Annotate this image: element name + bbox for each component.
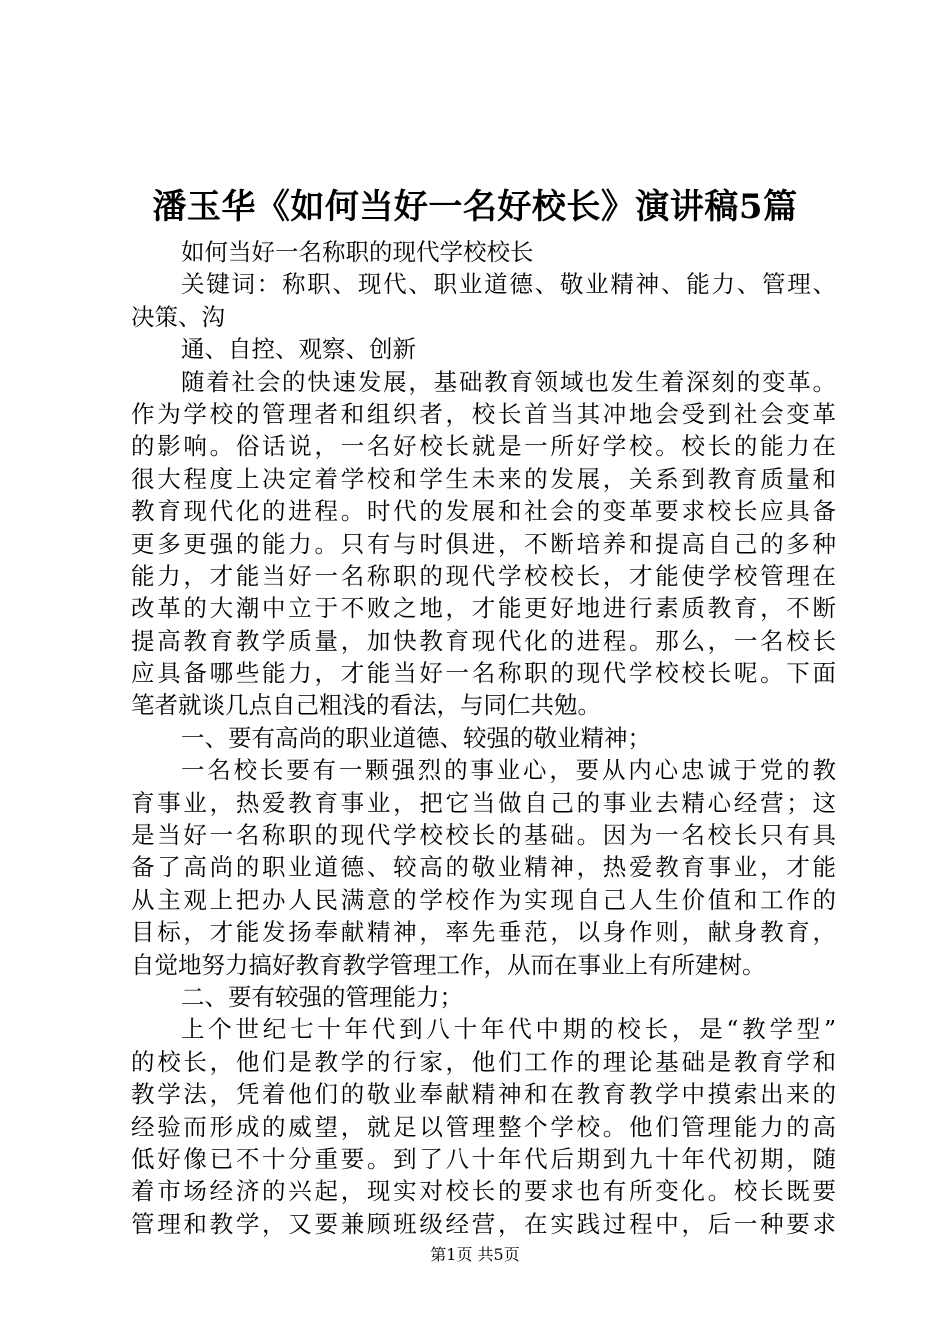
paragraph-line: 经验而形成的威望，就足以管理整个学校。他们管理能力的高 xyxy=(131,1112,836,1141)
paragraph-line: 是当好一名称职的现代学校校长的基础。因为一名校长只有具 xyxy=(131,821,836,850)
paragraph-line: 上个世纪七十年代到八十年代中期的校长，是“教学型” xyxy=(181,1015,836,1044)
paragraph-line: 的影响。俗话说，一名好校长就是一所好学校。校长的能力在 xyxy=(131,432,836,461)
document-title: 潘玉华《如何当好一名好校长》演讲稿5篇 xyxy=(152,187,798,227)
paragraph-line: 备了高尚的职业道德、较高的敬业精神，热爱教育事业，才能 xyxy=(131,853,836,882)
paragraph-line: 改革的大潮中立于不败之地，才能更好地进行素质教育，不断 xyxy=(131,594,836,623)
paragraph-line: 育事业，热爱教育事业，把它当做自己的事业去精心经营；这 xyxy=(131,788,836,817)
paragraph-line: 一名校长要有一颗强烈的事业心，要从内心忠诚于党的教 xyxy=(181,756,836,785)
paragraph-line: 能力，才能当好一名称职的现代学校校长，才能使学校管理在 xyxy=(131,561,836,590)
paragraph-line: 笔者就谈几点自己粗浅的看法，与同仁共勉。 xyxy=(131,691,601,720)
section-heading: 二、要有较强的管理能力； xyxy=(181,982,463,1011)
paragraph-line: 随着社会的快速发展，基础教育领域也发生着深刻的变革。 xyxy=(181,367,836,396)
paragraph-line: 更多更强的能力。只有与时俱进，不断培养和提高自己的多种 xyxy=(131,529,836,558)
keywords-line-cont-2: 通、自控、观察、创新 xyxy=(181,335,416,364)
paragraph-line: 着市场经济的兴起，现实对校长的要求也有所变化。校长既要 xyxy=(131,1177,836,1206)
paragraph-line: 作为学校的管理者和组织者，校长首当其冲地会受到社会变革 xyxy=(131,399,836,428)
document-body xyxy=(131,236,836,1240)
paragraph-line: 从主观上把办人民满意的学校作为实现自己人生价值和工作的 xyxy=(131,885,836,914)
keywords-line: 关键词：称职、现代、职业道德、敬业精神、能力、管理、 xyxy=(181,270,836,299)
paragraph-line: 自觉地努力搞好教育教学管理工作，从而在事业上有所建树。 xyxy=(131,950,766,979)
paragraph-line: 管理和教学，又要兼顾班级经营，在实践过程中，后一种要求 xyxy=(131,1209,836,1238)
paragraph-line: 很大程度上决定着学校和学生未来的发展，关系到教育质量和 xyxy=(131,464,836,493)
paragraph-line: 低好像已不十分重要。到了八十年代后期到九十年代初期，随 xyxy=(131,1144,836,1173)
paragraph-line: 提高教育教学质量，加快教育现代化的进程。那么，一名校长 xyxy=(131,626,836,655)
paragraph-line: 目标，才能发扬奉献精神，率先垂范，以身作则，献身教育， xyxy=(131,918,836,947)
paragraph-line: 教学法，凭着他们的敬业奉献精神和在教育教学中摸索出来的 xyxy=(131,1080,836,1109)
subtitle-line: 如何当好一名称职的现代学校校长 xyxy=(181,238,534,266)
paragraph-line: 的校长，他们是教学的行家，他们工作的理论基础是教育学和 xyxy=(131,1047,836,1076)
paragraph-line: 应具备哪些能力，才能当好一名称职的现代学校校长呢。下面 xyxy=(131,659,836,688)
paragraph-line: 教育现代化的进程。时代的发展和社会的变革要求校长应具备 xyxy=(131,497,836,526)
section-heading: 一、要有高尚的职业道德、较强的敬业精神； xyxy=(181,723,651,752)
page-footer: 第1页 共5页 xyxy=(430,1245,520,1264)
keywords-line-cont: 决策、沟 xyxy=(131,302,225,331)
